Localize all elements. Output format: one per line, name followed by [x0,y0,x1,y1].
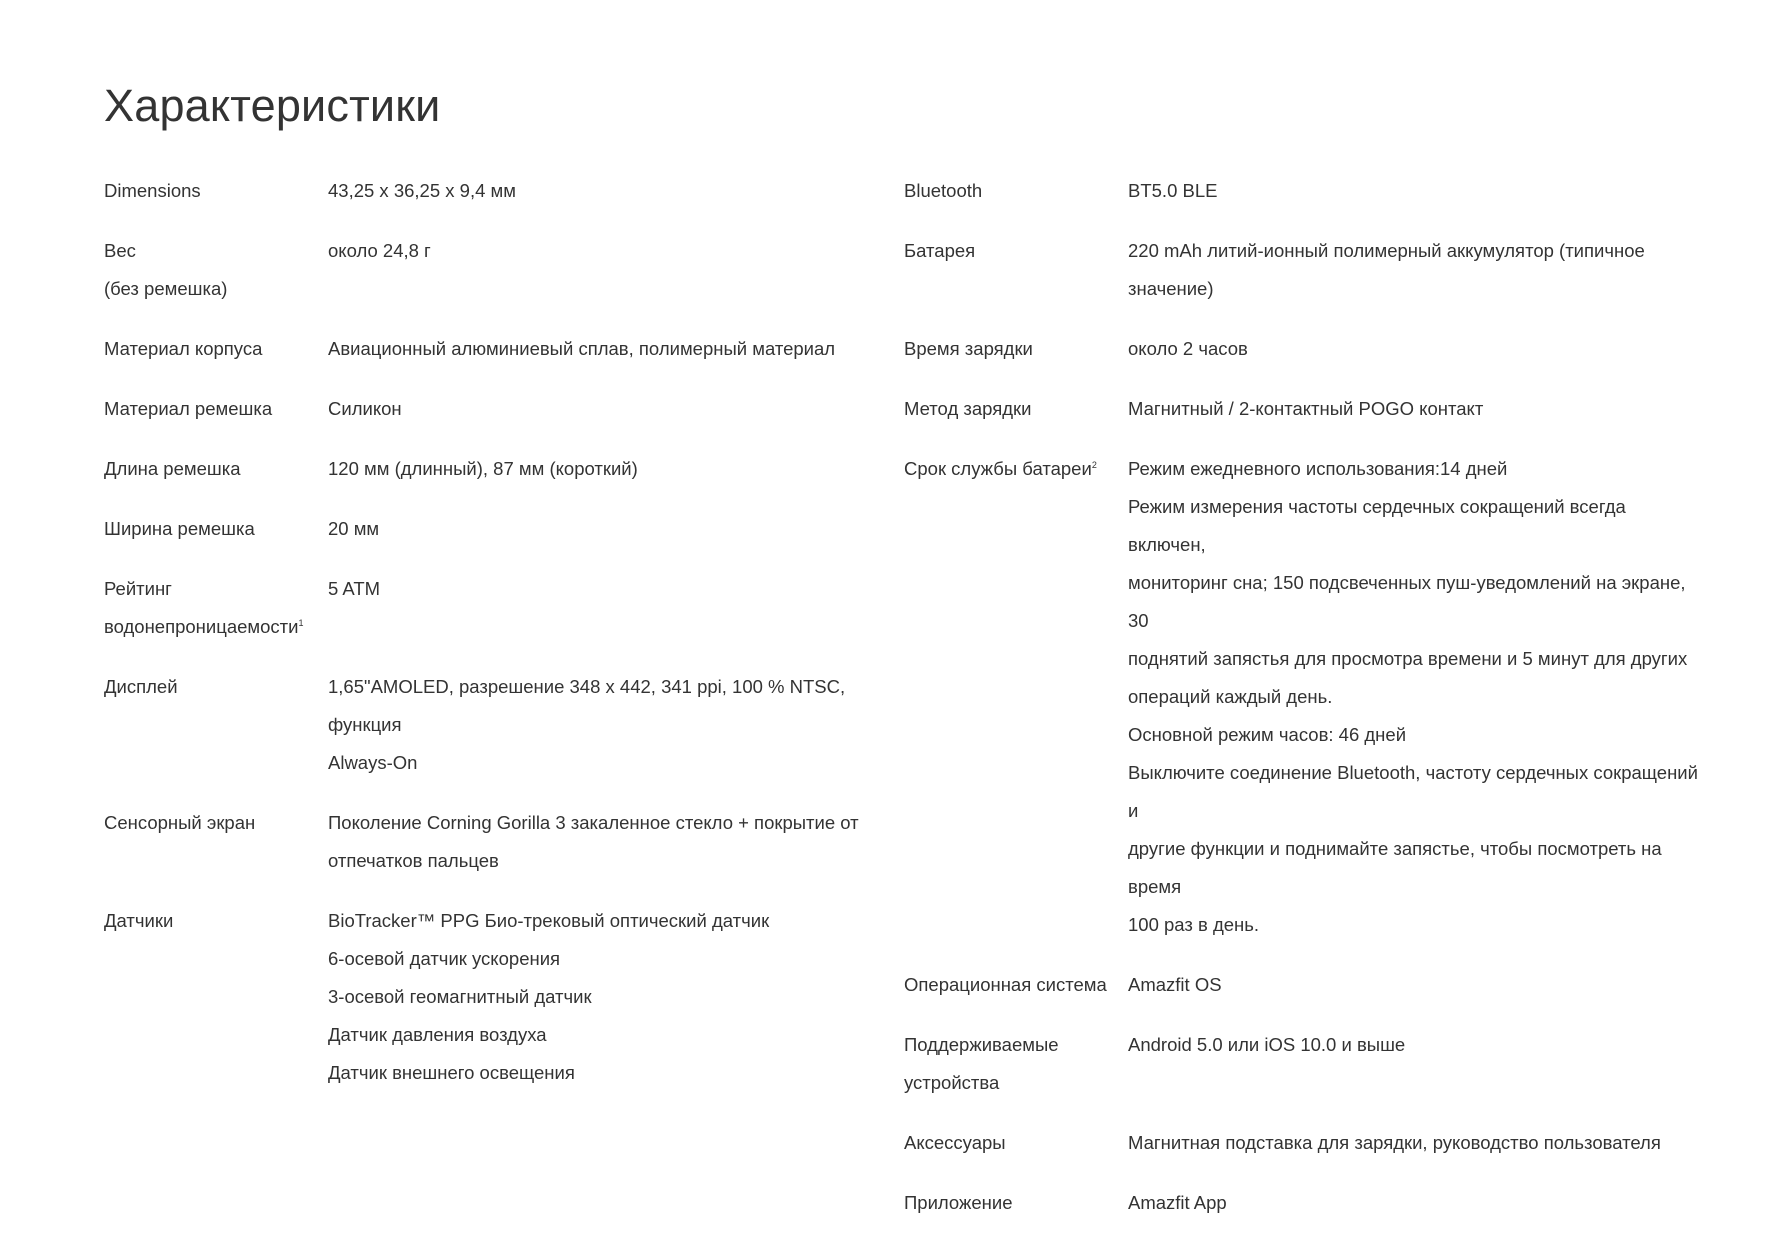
spec-label-line [904,966,1128,1004]
spec-value-line: Силикон [328,398,402,419]
spec-value [328,450,864,488]
spec-label-line [104,902,328,940]
spec-label-line [104,270,328,308]
spec-label-text: устройства [904,1072,1000,1093]
spec-label-line [904,330,1128,368]
spec-row [904,1184,1704,1222]
spec-row [904,1124,1704,1162]
specs-left-column [104,172,864,1114]
spec-value-line: Датчик внешнего освещения [328,1062,575,1083]
spec-value-line: 220 mAh литий-ионный полимерный аккумулятор (типичное значение) [1128,240,1645,299]
spec-row [904,172,1704,210]
spec-label [104,570,328,646]
spec-value-line: Авиационный алюминиевый сплав, полимерный материал [328,338,836,359]
spec-value [328,330,864,368]
spec-label-text: Ширина ремешка [104,518,255,539]
spec-row [904,966,1704,1004]
spec-label [904,450,1128,944]
spec-label [904,172,1128,210]
spec-label-line [904,172,1128,210]
spec-label [104,390,328,428]
spec-value [328,570,864,646]
spec-label-line [104,510,328,548]
spec-value-line: Магнитный / 2-контактный POGO контакт [1128,398,1484,419]
spec-value [328,390,864,428]
spec-label-text: Материал корпуса [104,338,263,359]
spec-label-text: Длина ремешка [104,458,241,479]
spec-value [328,668,864,782]
spec-label-text: Сенсорный экран [104,812,256,833]
spec-value-line: Amazfit OS [1128,974,1222,995]
spec-value-line: 20 мм [328,518,380,539]
spec-label-text: Срок службы батареи [904,458,1092,479]
spec-label-text: Рейтинг [104,578,172,599]
spec-label-text: Материал ремешка [104,398,273,419]
page-title: Характеристики [104,80,441,131]
spec-label-line [904,1184,1128,1222]
spec-value [1128,172,1704,210]
spec-value-line: Датчик давления воздуха [328,1024,547,1045]
spec-label [104,804,328,880]
spec-label-text: Приложение [904,1192,1013,1213]
spec-row [904,1026,1704,1102]
spec-row [104,902,864,1092]
spec-value [1128,450,1704,944]
spec-value [1128,330,1704,368]
spec-row [104,232,864,308]
spec-value-line: мониторинг сна; 150 подсвеченных пуш-уведомлений на экране, 30 [1128,572,1686,631]
spec-value [328,510,864,548]
spec-label-line [104,232,328,270]
spec-label-line [104,172,328,210]
spec-label-line [104,570,328,608]
spec-value-line: Режим ежедневного использования:14 дней [1128,458,1508,479]
spec-value-line: около 24,8 г [328,240,431,261]
spec-label-line [904,450,1128,488]
spec-value-line: Amazfit App [1128,1192,1227,1213]
spec-label [104,172,328,210]
spec-label-text: Время зарядки [904,338,1033,359]
spec-value-line: Android 5.0 или iOS 10.0 и выше [1128,1034,1406,1055]
spec-value-line: Режим измерения частоты сердечных сокращений всегда включен, [1128,496,1626,555]
spec-row [104,510,864,548]
spec-value [328,172,864,210]
spec-row [104,450,864,488]
spec-value-line: 43,25 x 36,25 x 9,4 мм [328,180,516,201]
spec-value-line: Основной режим часов: 46 дней [1128,724,1407,745]
spec-value [328,804,864,880]
spec-label [904,1026,1128,1102]
spec-value-line: 3-осевой геомагнитный датчик [328,986,592,1007]
spec-row [104,804,864,880]
spec-value-line: 6-осевой датчик ускорения [328,948,561,969]
spec-label-line [904,232,1128,270]
spec-label [904,1184,1128,1222]
spec-value-line: Always-On [328,752,418,773]
spec-value [328,902,864,1092]
spec-label-text: Поддерживаемые [904,1034,1059,1055]
spec-value-line: около 2 часов [1128,338,1248,359]
spec-label-text: Дисплей [104,676,178,697]
spec-label [904,1124,1128,1162]
spec-value-line: 100 раз в день. [1128,914,1260,935]
spec-row [904,450,1704,944]
spec-row [904,390,1704,428]
spec-value [1128,1124,1704,1162]
spec-label-line [904,1124,1128,1162]
spec-label-line [104,668,328,706]
spec-row [104,172,864,210]
spec-label-text: Bluetooth [904,180,983,201]
spec-label-text: Операционная система [904,974,1107,995]
footnote-marker: 1 [298,617,304,628]
spec-value [328,232,864,308]
spec-value [1128,1026,1704,1102]
spec-label-text: водонепроницаемости [104,616,299,637]
spec-label-text: Датчики [104,910,174,931]
spec-value-line: Поколение Corning Gorilla 3 закаленное стекло + покрытие от [328,812,859,833]
spec-label-line [904,390,1128,428]
spec-value-line: поднятий запястья для просмотра времени и 5 минут для других [1128,648,1688,669]
spec-row [104,390,864,428]
spec-label [104,450,328,488]
spec-label-line [104,608,328,646]
spec-label [904,966,1128,1004]
spec-value-line: другие функции и поднимайте запястье, чтобы посмотреть на время [1128,838,1662,897]
spec-row [904,232,1704,308]
spec-label-line [104,450,328,488]
spec-label [904,330,1128,368]
spec-label [104,668,328,782]
spec-value-line: 120 мм (длинный), 87 мм (короткий) [328,458,638,479]
spec-label [904,232,1128,308]
spec-value [1128,966,1704,1004]
spec-label [104,330,328,368]
spec-label-text: Батарея [904,240,976,261]
spec-value [1128,390,1704,428]
spec-row [104,570,864,646]
spec-label [904,390,1128,428]
spec-label-line [104,804,328,842]
spec-label-text: Dimensions [104,180,201,201]
spec-label-line [904,1026,1128,1064]
spec-label-text: Вес [104,240,136,261]
spec-row [904,330,1704,368]
spec-label-text: Метод зарядки [904,398,1032,419]
spec-value [1128,232,1704,308]
spec-value-line: Магнитная подставка для зарядки, руководство пользователя [1128,1132,1661,1153]
spec-label [104,510,328,548]
spec-label [104,902,328,1092]
footnote-marker: 2 [1091,459,1097,470]
spec-value-line: 1,65"AMOLED, разрешение 348 x 442, 341 ppi, 100 % NTSC, функция [328,676,846,735]
spec-row [104,330,864,368]
spec-label-text: Аксессуары [904,1132,1006,1153]
spec-value-line: операций каждый день. [1128,686,1333,707]
spec-label-line [904,1064,1128,1102]
specs-right-column [904,172,1704,1244]
spec-value-line: Выключите соединение Bluetooth, частоту сердечных сокращений и [1128,762,1698,821]
spec-value [1128,1184,1704,1222]
spec-value-line: BT5.0 BLE [1128,180,1218,201]
spec-label-line [104,330,328,368]
spec-label-line [104,390,328,428]
spec-value-line: отпечатков пальцев [328,850,499,871]
spec-value-line: 5 ATM [328,578,381,599]
spec-value-line: BioTracker™ PPG Био-трековый оптический датчик [328,910,770,931]
spec-row [104,668,864,782]
spec-label [104,232,328,308]
spec-label-text: (без ремешка) [104,278,228,299]
